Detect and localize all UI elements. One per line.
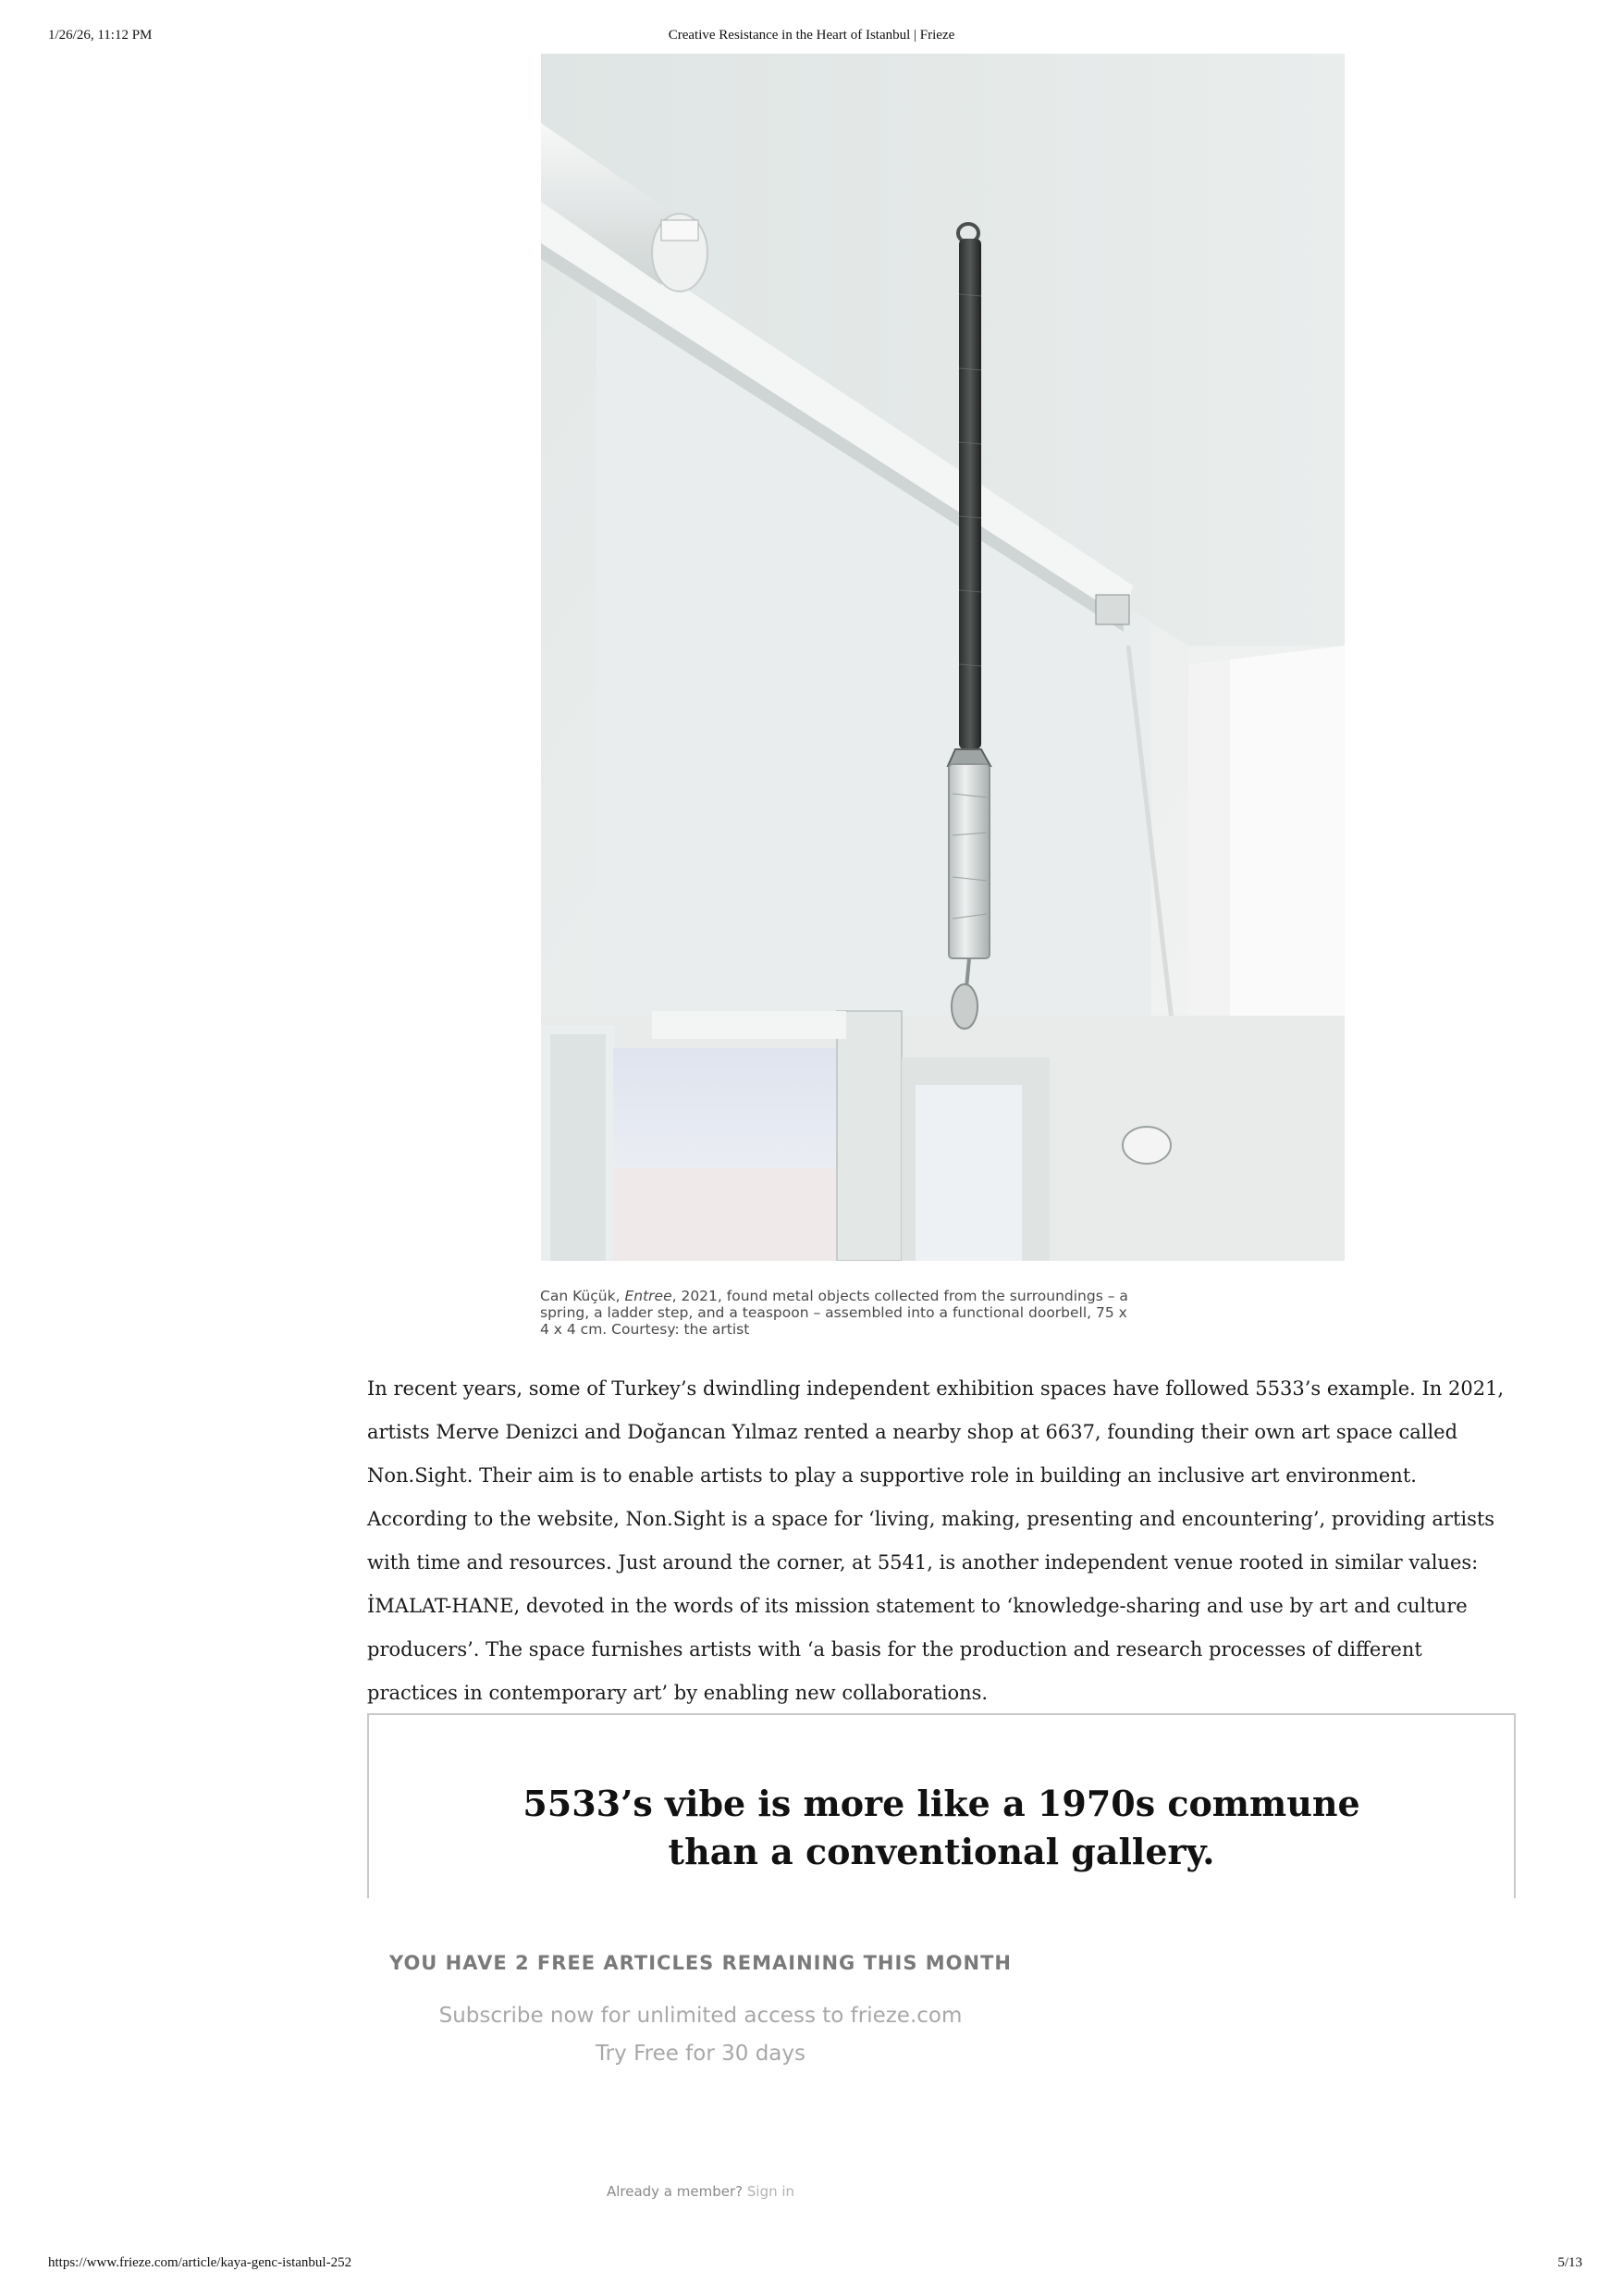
sign-in-link[interactable]: Sign in xyxy=(746,2183,795,2200)
pullquote-box xyxy=(367,1713,1516,1898)
member-prompt: Already a member? xyxy=(606,2183,747,2200)
pullquote-text: 5533’s vibe is more like a 1970s commune than a conventional gallery. xyxy=(523,1783,1360,1872)
member-signin-line xyxy=(0,2183,1623,2200)
caption-work-title: Entree xyxy=(624,1288,672,1304)
print-timestamp: 1/26/26, 11:12 PM xyxy=(48,28,153,43)
free-trial-link[interactable]: Try Free for 30 days xyxy=(596,2042,805,2066)
print-url: https://www.frieze.com/article/kaya-genc-istanbul-252 xyxy=(48,2255,352,2270)
artwork-photo xyxy=(541,54,1345,1261)
image-caption xyxy=(540,1288,1132,1338)
print-page-title: Creative Resistance in the Heart of Istanbul | Frieze xyxy=(668,28,955,43)
paywall-heading: YOU HAVE 2 FREE ARTICLES REMAINING THIS MONTH xyxy=(389,1952,1012,1974)
caption-details: , 2021, found metal objects collected from the surroundings – a spring, a ladder step, and a teaspoon – assembled into a functional doorbell, 75 x 4 x 4 cm. Courtesy: the artist xyxy=(540,1288,1128,1338)
caption-artist: Can Küçük, xyxy=(540,1288,625,1304)
article-paragraph: In recent years, some of Turkey’s dwindling independent exhibition spaces have followed 5533’s example. In 2021, artists Merve Denizci and Doğancan Yılmaz rented a nearby shop at 6637, founding their own art space called Non.Sight. Their aim is to enable artists to play a supportive role in building an inclusive art environment. According to the website, Non.Sight is a space for ‘living, making, presenting and encountering’, providing artists with time and resources. Just around the corner, at 5541, is another independent venue rooted in similar values: İMALAT-HANE, devoted in the words of its mission statement to ‘knowledge-sharing and use by art and culture producers’. The space furnishes artists with ‘a basis for the production and research processes of different practices in contemporary art’ by enabling new collaborations. xyxy=(367,1377,1505,1704)
print-page-number: 5/13 xyxy=(1557,2255,1582,2270)
subscribe-link[interactable]: Subscribe now for unlimited access to frieze.com xyxy=(438,2004,963,2028)
